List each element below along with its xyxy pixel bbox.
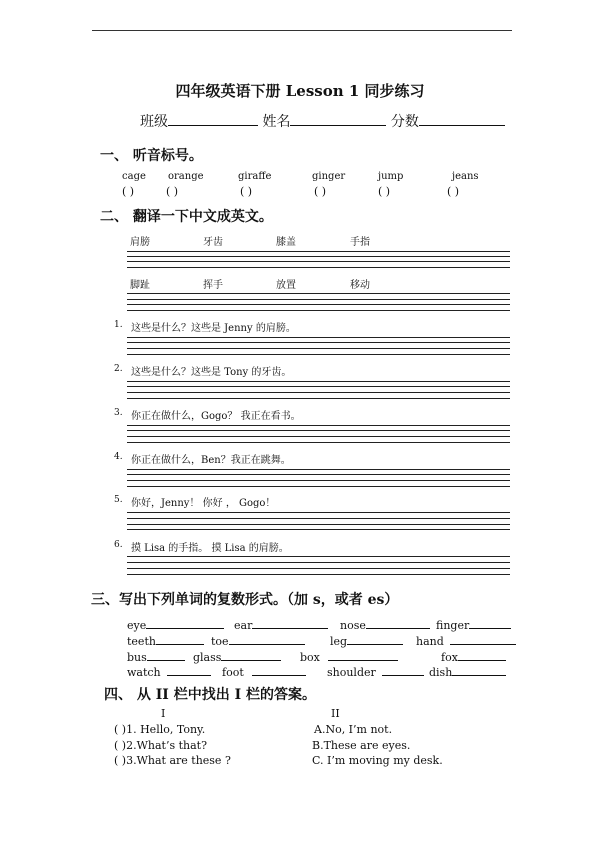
- writing-line[interactable]: [127, 486, 510, 487]
- sentence-text: 摸 Lisa 的手指。 摸 Lisa 的肩膀。: [131, 543, 289, 554]
- name-field[interactable]: [290, 111, 386, 126]
- writing-line[interactable]: [127, 574, 510, 575]
- writing-line[interactable]: [127, 337, 510, 338]
- writing-line[interactable]: [127, 524, 510, 525]
- writing-line[interactable]: [127, 256, 510, 257]
- plural-word: eye: [127, 619, 147, 632]
- answer-c: C. I’m moving my desk.: [312, 754, 443, 767]
- sentence-number: 6.: [114, 540, 123, 550]
- plural-item-foot: [222, 661, 306, 679]
- zh-word-1: 肩膀: [130, 237, 150, 248]
- student-info: [140, 111, 505, 131]
- plural-blank[interactable]: [229, 630, 305, 645]
- zh-word-8: 移动: [350, 280, 370, 291]
- plural-word: box: [300, 651, 320, 664]
- plural-word: finger: [436, 619, 470, 632]
- word-5: jump: [378, 171, 404, 182]
- zh-word-2: 牙齿: [203, 237, 223, 248]
- answer-a: A.No, I’m not.: [314, 723, 393, 736]
- sentence-number: 1.: [114, 320, 123, 330]
- sentence-text: 你正在做什么，Ben？我正在跳舞。: [131, 455, 291, 466]
- writing-line[interactable]: [127, 392, 510, 393]
- writing-line[interactable]: [127, 381, 510, 382]
- plural-blank[interactable]: [347, 630, 403, 645]
- writing-line[interactable]: [127, 480, 510, 481]
- writing-line[interactable]: [127, 425, 510, 426]
- writing-line[interactable]: [127, 299, 510, 300]
- page-title: 四年级英语下册 Lesson 1 同步练习: [175, 82, 425, 100]
- sentence-number: 4.: [114, 452, 123, 462]
- plural-word: watch: [127, 666, 161, 679]
- top-rule: [92, 30, 512, 31]
- section-4-heading: 四、 从 II 栏中找出 I 栏的答案。: [104, 687, 317, 703]
- section-1-heading: 一、 听音标号。: [100, 148, 203, 164]
- zh-word-3: 膝盖: [276, 237, 296, 248]
- plural-word: glass: [193, 651, 222, 664]
- writing-line[interactable]: [127, 469, 510, 470]
- plural-word: hand: [416, 635, 444, 648]
- sentence-text: 你好，Jenny！ 你好 ， Gogo！: [131, 498, 276, 509]
- writing-line[interactable]: [127, 304, 510, 305]
- writing-line[interactable]: [127, 348, 510, 349]
- plural-word: dish: [429, 666, 453, 679]
- zh-word-6: 挥手: [203, 280, 223, 291]
- writing-line[interactable]: [127, 562, 510, 563]
- plural-word: teeth: [127, 635, 156, 648]
- match-blank[interactable]: ( ): [114, 723, 127, 736]
- writing-line[interactable]: [127, 267, 510, 268]
- writing-line[interactable]: [127, 398, 510, 399]
- word-2: orange: [168, 171, 204, 182]
- word-1: cage: [122, 171, 146, 182]
- plural-blank[interactable]: [252, 661, 306, 676]
- word-4: ginger: [312, 171, 346, 182]
- match-row-2: [114, 739, 207, 752]
- question: 2.What’s that?: [126, 739, 207, 752]
- writing-line[interactable]: [127, 354, 510, 355]
- plural-item-dish: [429, 661, 506, 679]
- plural-blank[interactable]: [156, 630, 204, 645]
- sentence-text: 这些是什么？这些是 Tony 的牙齿。: [131, 367, 292, 378]
- plural-blank[interactable]: [328, 646, 398, 661]
- writing-line[interactable]: [127, 442, 510, 443]
- plural-word: ear: [234, 619, 253, 632]
- plural-blank[interactable]: [147, 646, 185, 661]
- plural-blank[interactable]: [146, 614, 224, 629]
- sentence-text: 这些是什么？这些是 Jenny 的肩膀。: [131, 323, 296, 334]
- writing-line[interactable]: [127, 261, 510, 262]
- match-blank[interactable]: ( ): [114, 739, 127, 752]
- sentence-number: 2.: [114, 364, 123, 374]
- writing-line[interactable]: [127, 310, 510, 311]
- writing-line[interactable]: [127, 430, 510, 431]
- writing-line[interactable]: [127, 568, 510, 569]
- plural-word: shoulder: [327, 666, 376, 679]
- plural-blank[interactable]: [452, 661, 506, 676]
- plural-blank[interactable]: [450, 630, 516, 645]
- writing-line[interactable]: [127, 436, 510, 437]
- zh-word-7: 放置: [276, 280, 296, 291]
- plural-word: bus: [127, 651, 147, 664]
- word-3: giraffe: [238, 171, 272, 182]
- class-label: 班级: [140, 114, 168, 130]
- writing-line[interactable]: [127, 556, 510, 557]
- writing-line[interactable]: [127, 293, 510, 294]
- writing-line[interactable]: [127, 386, 510, 387]
- plural-item-watch: [127, 661, 211, 679]
- plural-blank[interactable]: [221, 646, 281, 661]
- match-row-3: [114, 754, 231, 767]
- plural-blank[interactable]: [366, 614, 430, 629]
- match-blank[interactable]: ( ): [114, 754, 127, 767]
- answer-blank-4[interactable]: ( ): [314, 185, 327, 198]
- writing-line[interactable]: [127, 529, 510, 530]
- plural-word: toe: [211, 635, 229, 648]
- answer-b: B.These are eyes.: [312, 739, 411, 752]
- writing-line[interactable]: [127, 512, 510, 513]
- score-label: 分数: [390, 114, 419, 130]
- plural-word: leg: [330, 635, 348, 648]
- question: 1. Hello, Tony.: [126, 723, 206, 736]
- writing-line[interactable]: [127, 474, 510, 475]
- class-field[interactable]: [168, 111, 258, 126]
- plural-blank[interactable]: [382, 661, 424, 676]
- sentence-number: 5.: [114, 495, 123, 505]
- plural-blank[interactable]: [167, 661, 211, 676]
- name-label: 姓名: [262, 114, 291, 130]
- plural-word: nose: [340, 619, 366, 632]
- answer-blank-6[interactable]: ( ): [447, 185, 460, 198]
- plural-item-shoulder: [327, 661, 424, 679]
- answer-blank-2[interactable]: ( ): [166, 185, 179, 198]
- zh-word-4: 手指: [350, 237, 370, 248]
- plural-blank[interactable]: [469, 614, 511, 629]
- word-6: jeans: [452, 171, 479, 182]
- writing-line[interactable]: [127, 251, 510, 252]
- plural-word: foot: [222, 666, 244, 679]
- writing-line[interactable]: [127, 518, 510, 519]
- plural-blank[interactable]: [252, 614, 328, 629]
- column-ii-header: II: [331, 707, 340, 720]
- answer-blank-1[interactable]: ( ): [122, 185, 135, 198]
- match-row-1: [114, 723, 205, 736]
- writing-line[interactable]: [127, 342, 510, 343]
- section-3-heading: 三、写出下列单词的复数形式。（加 s，或者 es）: [91, 592, 399, 608]
- column-i-header: I: [161, 707, 166, 720]
- sentence-number: 3.: [114, 408, 123, 418]
- answer-blank-5[interactable]: ( ): [378, 185, 391, 198]
- score-field[interactable]: [419, 111, 505, 126]
- question: 3.What are these ?: [126, 754, 231, 767]
- plural-word: fox: [441, 651, 458, 664]
- answer-blank-3[interactable]: ( ): [240, 185, 253, 198]
- section-2-heading: 二、 翻译一下中文成英文。: [100, 209, 273, 225]
- sentence-text: 你正在做什么，Gogo？ 我正在看书。: [131, 411, 301, 422]
- plural-blank[interactable]: [458, 646, 506, 661]
- zh-word-5: 脚趾: [130, 280, 150, 291]
